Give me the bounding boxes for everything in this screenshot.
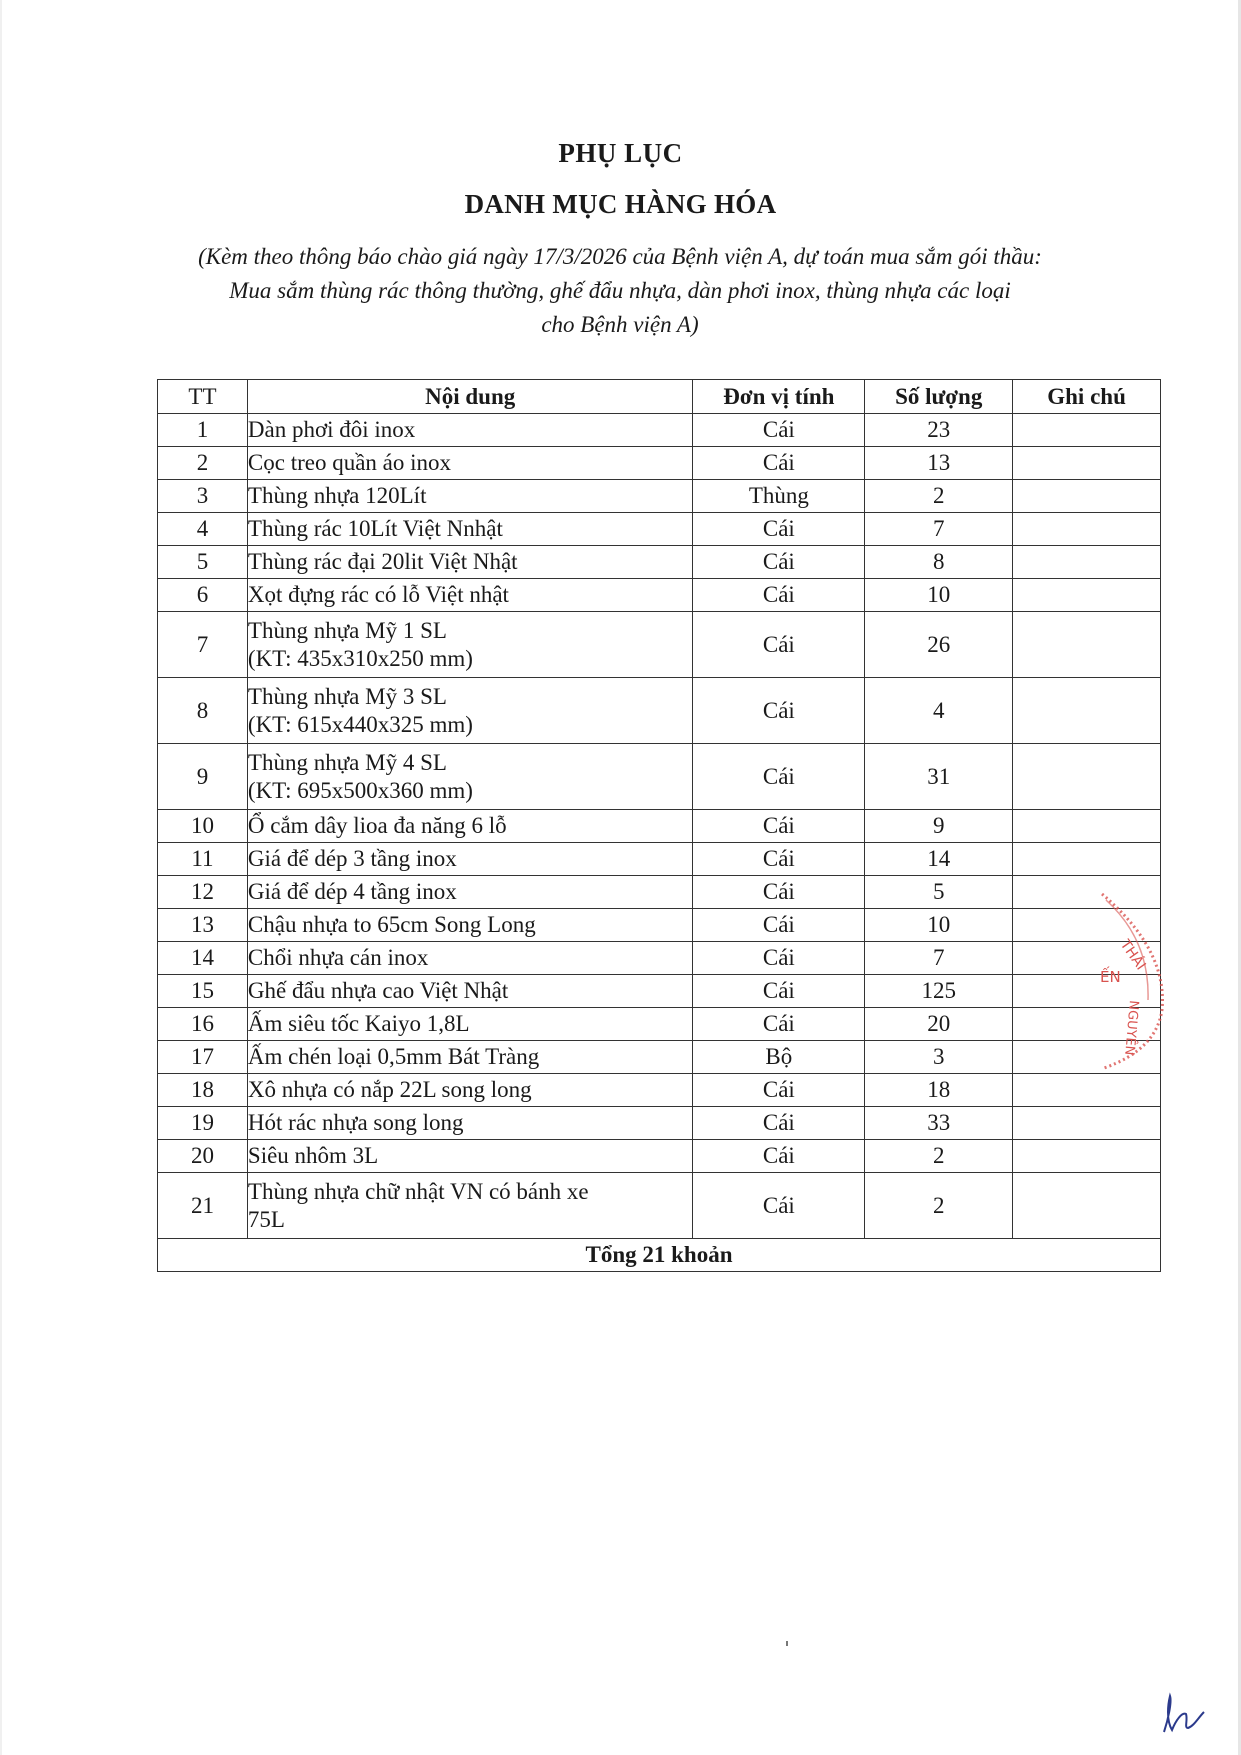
table-row xyxy=(158,1074,1161,1107)
table-row xyxy=(158,678,1161,744)
item-note xyxy=(1013,744,1161,810)
item-note xyxy=(1013,414,1161,447)
item-name xyxy=(247,975,693,1008)
item-name xyxy=(247,909,693,942)
row-number: 16 xyxy=(158,1008,248,1041)
item-name xyxy=(247,480,693,513)
item-quantity: 23 xyxy=(865,414,1013,447)
item-unit: Bộ xyxy=(693,1041,865,1074)
item-name xyxy=(247,447,693,480)
col-header-tt: TT xyxy=(158,380,248,414)
item-name-line: Cọc treo quần áo inox xyxy=(247,450,452,475)
item-name-line: Giá để dép 4 tầng inox xyxy=(247,879,457,904)
item-unit: Cái xyxy=(693,744,865,810)
item-quantity: 5 xyxy=(865,876,1013,909)
table-row xyxy=(158,942,1161,975)
item-note xyxy=(1013,546,1161,579)
item-quantity: 26 xyxy=(865,612,1013,678)
table-row xyxy=(158,843,1161,876)
official-stamp xyxy=(1090,890,1170,1075)
item-quantity: 7 xyxy=(865,942,1013,975)
table-row xyxy=(158,1107,1161,1140)
col-header-content: Nội dung xyxy=(247,380,693,414)
row-number: 19 xyxy=(158,1107,248,1140)
item-unit: Cái xyxy=(693,1107,865,1140)
item-name-line: Thùng nhựa Mỹ 4 SL xyxy=(247,749,447,775)
item-unit: Cái xyxy=(693,843,865,876)
item-note xyxy=(1013,447,1161,480)
row-number: 4 xyxy=(158,513,248,546)
item-note xyxy=(1013,579,1161,612)
item-quantity: 31 xyxy=(865,744,1013,810)
page-left-edge xyxy=(0,0,2,1755)
item-name-line: (KT: 435x310x250 mm) xyxy=(247,645,473,671)
item-name xyxy=(247,546,693,579)
note-line-3: cho Bệnh viện A) xyxy=(541,312,699,337)
item-name xyxy=(247,414,693,447)
table-row xyxy=(158,744,1161,810)
item-unit: Cái xyxy=(693,810,865,843)
item-name-line: Ghế đẩu nhựa cao Việt Nhật xyxy=(247,978,509,1003)
item-quantity: 8 xyxy=(865,546,1013,579)
item-name-line: Thùng rác 10Lít Việt Nnhật xyxy=(247,516,503,541)
table-row xyxy=(158,612,1161,678)
item-unit: Cái xyxy=(693,1173,865,1239)
item-name xyxy=(247,744,693,810)
appendix-note xyxy=(150,240,1090,342)
row-number: 3 xyxy=(158,480,248,513)
item-name-line: Siêu nhôm 3L xyxy=(247,1143,379,1168)
item-note xyxy=(1013,612,1161,678)
stamp-text-2: ẾN xyxy=(1100,968,1121,986)
item-unit: Cái xyxy=(693,1008,865,1041)
item-unit: Cái xyxy=(693,513,865,546)
stamp-text-3: NGUYÊN xyxy=(1121,999,1141,1056)
table-row xyxy=(158,810,1161,843)
table-row xyxy=(158,975,1161,1008)
item-name xyxy=(247,513,693,546)
table-body xyxy=(158,414,1161,1239)
item-name xyxy=(247,1008,693,1041)
row-number: 2 xyxy=(158,447,248,480)
table-header-row xyxy=(158,380,1161,414)
item-note xyxy=(1013,513,1161,546)
item-note xyxy=(1013,810,1161,843)
table-total-row xyxy=(158,1239,1161,1272)
item-quantity: 13 xyxy=(865,447,1013,480)
item-quantity: 125 xyxy=(865,975,1013,1008)
item-name-line: Chổi nhựa cán inox xyxy=(247,945,429,970)
row-number: 18 xyxy=(158,1074,248,1107)
item-unit: Cái xyxy=(693,678,865,744)
item-quantity: 2 xyxy=(865,1140,1013,1173)
goods-list-title: DANH MỤC HÀNG HÓA xyxy=(464,189,777,219)
item-note xyxy=(1013,1074,1161,1107)
item-unit: Cái xyxy=(693,1074,865,1107)
note-line-2: Mua sắm thùng rác thông thường, ghế đẩu nhựa, dàn phơi inox, thùng nhựa các loại xyxy=(229,278,1011,303)
item-quantity: 33 xyxy=(865,1107,1013,1140)
item-name xyxy=(247,942,693,975)
row-number: 7 xyxy=(158,612,248,678)
item-quantity: 14 xyxy=(865,843,1013,876)
item-quantity: 18 xyxy=(865,1074,1013,1107)
item-name-line: Thùng nhựa 120Lít xyxy=(247,483,427,508)
item-unit: Cái xyxy=(693,942,865,975)
item-name-line: Thùng nhựa Mỹ 3 SL xyxy=(247,683,447,709)
item-quantity: 10 xyxy=(865,579,1013,612)
item-quantity: 10 xyxy=(865,909,1013,942)
col-header-quantity: Số lượng xyxy=(865,380,1013,414)
row-number: 11 xyxy=(158,843,248,876)
item-note xyxy=(1013,1140,1161,1173)
stamp-text-1: THÁI xyxy=(1116,937,1149,974)
item-unit: Cái xyxy=(693,1140,865,1173)
row-number: 17 xyxy=(158,1041,248,1074)
row-number: 10 xyxy=(158,810,248,843)
item-name-line: 75L xyxy=(247,1206,285,1232)
item-quantity: 9 xyxy=(865,810,1013,843)
item-unit: Thùng xyxy=(693,480,865,513)
row-number: 6 xyxy=(158,579,248,612)
table-row xyxy=(158,1041,1161,1074)
item-name xyxy=(247,579,693,612)
item-name xyxy=(247,612,693,678)
table-row xyxy=(158,546,1161,579)
table-row xyxy=(158,876,1161,909)
row-number: 15 xyxy=(158,975,248,1008)
item-name-line: Thùng rác đại 20lit Việt Nhật xyxy=(247,549,518,574)
item-name xyxy=(247,810,693,843)
item-name xyxy=(247,1041,693,1074)
item-name xyxy=(247,1173,693,1239)
row-number: 21 xyxy=(158,1173,248,1239)
item-name xyxy=(247,678,693,744)
item-name xyxy=(247,843,693,876)
item-note xyxy=(1013,678,1161,744)
item-name-line: Xô nhựa có nắp 22L song long xyxy=(247,1077,532,1102)
item-name-line: Hót rác nhựa song long xyxy=(247,1110,464,1135)
item-name xyxy=(247,1107,693,1140)
appendix-title: PHỤ LỤC xyxy=(558,138,683,168)
table-row xyxy=(158,447,1161,480)
row-number: 20 xyxy=(158,1140,248,1173)
item-name-line: Thùng nhựa chữ nhật VN có bánh xe xyxy=(247,1178,589,1204)
item-unit: Cái xyxy=(693,579,865,612)
note-line-1: (Kèm theo thông báo chào giá ngày 17/3/2026 của Bệnh viện A, dự toán mua sắm gói thầu: xyxy=(198,244,1042,269)
item-unit: Cái xyxy=(693,546,865,579)
item-name xyxy=(247,1074,693,1107)
item-unit: Cái xyxy=(693,909,865,942)
item-unit: Cái xyxy=(693,612,865,678)
scan-speck xyxy=(786,1641,788,1646)
total-label: Tổng 21 khoản xyxy=(158,1239,1161,1272)
item-name-line: Chậu nhựa to 65cm Song Long xyxy=(247,912,536,937)
item-note xyxy=(1013,1173,1161,1239)
item-quantity: 20 xyxy=(865,1008,1013,1041)
row-number: 12 xyxy=(158,876,248,909)
item-unit: Cái xyxy=(693,876,865,909)
item-note xyxy=(1013,1107,1161,1140)
item-name-line: Giá để dép 3 tầng inox xyxy=(247,846,457,871)
row-number: 14 xyxy=(158,942,248,975)
table-row xyxy=(158,513,1161,546)
signature-mark xyxy=(1158,1690,1208,1740)
table-row xyxy=(158,414,1161,447)
row-number: 5 xyxy=(158,546,248,579)
item-unit: Cái xyxy=(693,975,865,1008)
row-number: 9 xyxy=(158,744,248,810)
row-number: 8 xyxy=(158,678,248,744)
table-row xyxy=(158,1173,1161,1239)
table-row xyxy=(158,480,1161,513)
item-name-line: Ấm chén loại 0,5mm Bát Tràng xyxy=(247,1044,540,1069)
item-unit: Cái xyxy=(693,414,865,447)
item-quantity: 4 xyxy=(865,678,1013,744)
table-row xyxy=(158,579,1161,612)
row-number: 1 xyxy=(158,414,248,447)
item-note xyxy=(1013,480,1161,513)
col-header-unit: Đơn vị tính xyxy=(693,380,865,414)
item-name-line: (KT: 615x440x325 mm) xyxy=(247,711,473,737)
item-name-line: Ấm siêu tốc Kaiyo 1,8L xyxy=(247,1011,470,1036)
table-row xyxy=(158,909,1161,942)
item-name-line: Thùng nhựa Mỹ 1 SL xyxy=(247,617,447,643)
table-row xyxy=(158,1140,1161,1173)
item-name xyxy=(247,1140,693,1173)
item-name-line: (KT: 695x500x360 mm) xyxy=(247,777,473,803)
col-header-note: Ghi chú xyxy=(1013,380,1161,414)
item-unit: Cái xyxy=(693,447,865,480)
item-name-line: Xọt đựng rác có lỗ Việt nhật xyxy=(247,582,509,607)
item-quantity: 7 xyxy=(865,513,1013,546)
row-number: 13 xyxy=(158,909,248,942)
item-name xyxy=(247,876,693,909)
item-quantity: 2 xyxy=(865,1173,1013,1239)
item-name-line: Ổ cắm dây lioa đa năng 6 lỗ xyxy=(247,813,507,838)
item-name-line: Dàn phơi đôi inox xyxy=(247,417,416,442)
table-row xyxy=(158,1008,1161,1041)
item-note xyxy=(1013,843,1161,876)
goods-table xyxy=(157,379,1161,1272)
item-quantity: 3 xyxy=(865,1041,1013,1074)
item-quantity: 2 xyxy=(865,480,1013,513)
